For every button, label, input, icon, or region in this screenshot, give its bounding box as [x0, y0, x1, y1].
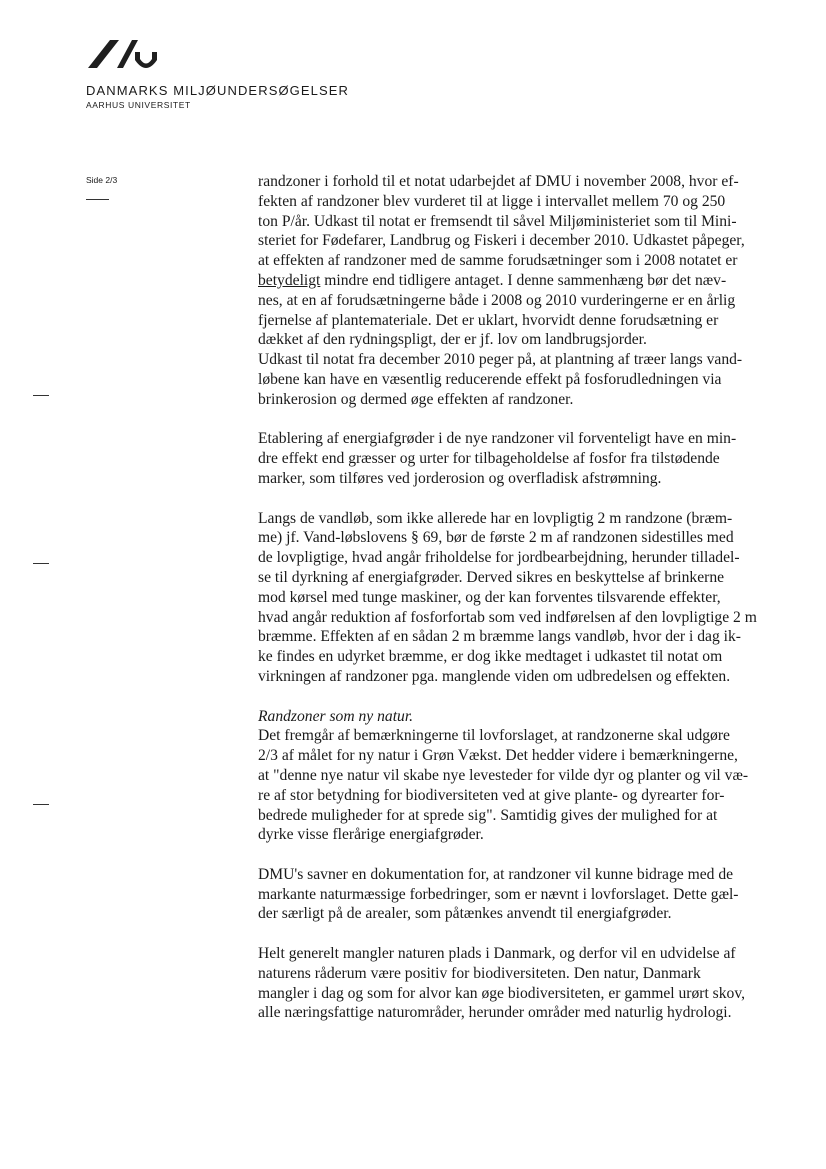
margin-mark: [33, 563, 49, 564]
text-line: nes, at en af forudsætningerne både i 2008 og 2010 vurderingerne er en årlig: [258, 291, 736, 309]
margin-mark: [33, 804, 49, 805]
text-line: randzoner i forhold til et notat udarbejdet af DMU i november 2008, hvor ef-: [258, 173, 739, 190]
text-line: brinkerosion og dermed øge effekten af randzoner.: [258, 390, 574, 408]
text-line: ton P/år. Udkast til notat er fremsendt til såvel Miljøministeriet som til Mini-: [258, 212, 737, 230]
text-line: at effekten af randzoner med de samme forudsætninger som i 2008 notatet er: [258, 252, 738, 270]
text-line: Langs de vandløb, som ikke allerede har en lovpligtig 2 m randzone (bræm-: [258, 509, 733, 527]
paragraph: [258, 707, 768, 846]
text-line: dyrke visse flerårige energiafgrøder.: [258, 826, 484, 844]
text-line: marker, som tilføres ved jorderosion og overfladisk afstrømning.: [258, 469, 662, 487]
paragraph: [258, 172, 768, 410]
text-line: bræmme. Effekten af en sådan 2 m bræmme langs vandløb, hvor der i dag ik-: [258, 628, 741, 646]
page-number: Side 2/3: [86, 175, 118, 185]
text-line: dre effekt end græsser og urter for tilbageholdelse af fosfor fra tilstødende: [258, 450, 720, 468]
text-line: Udkast til notat fra december 2010 peger på, at plantning af træer langs vand-: [258, 351, 743, 369]
text-line: Helt generelt mangler naturen plads i Danmark, og derfor vil en udvidelse af: [258, 945, 736, 963]
text-line: DMU's savner en dokumentation for, at randzoner vil kunne bidrage med de: [258, 865, 734, 883]
section-heading: Randzoner som ny natur.: [258, 707, 414, 725]
paragraph: [258, 429, 768, 488]
text-line: se til dyrkning af energiafgrøder. Derved sikres en beskyttelse af brinkerne: [258, 568, 725, 586]
org-name: DANMARKS MILJØUNDERSØGELSER: [86, 83, 350, 98]
text-line: 2/3 af målet for ny natur i Grøn Vækst. Det hedder videre i bemærkningerne,: [258, 747, 738, 765]
text-line: me) jf. Vand-løbslovens § 69, bør de første 2 m af randzonen sidestilles med: [258, 529, 734, 547]
text-line: re af stor betydning for biodiversiteten ved at give plante- og dyrearter for-: [258, 786, 725, 804]
text-line: hvad angår reduktion af fosforfortab som ved indførelsen af den lovpligtige 2 m: [258, 608, 757, 626]
text-line: Det fremgår af bemærkningerne til lovforslaget, at randzonerne skal udgøre: [258, 727, 730, 745]
text-line: fekten af randzoner blev vurderet til at ligge i intervallet mellem 70 og 250: [258, 192, 726, 210]
text-line: fjernelse af plantemateriale. Det er uklart, hvorvidt denne forudsætning er: [258, 311, 719, 329]
text-line: steriet for Fødefarer, Landbrug og Fiskeri i december 2010. Udkastet påpeger,: [258, 232, 745, 250]
text-line: markante naturmæssige forbedringer, som er nævnt i lovforslaget. Dette gæl-: [258, 885, 739, 903]
text-line: de lovpligtige, hvad angår friholdelse for jordbearbejdning, herunder tilladel-: [258, 549, 740, 567]
text-line: Etablering af energiafgrøder i de nye randzoner vil forventeligt have en min-: [258, 430, 737, 448]
document-body: [258, 172, 768, 1043]
paragraph: [258, 944, 768, 1023]
page-number-rule: [86, 199, 109, 200]
paragraph: [258, 509, 768, 687]
text-line: dækket af den rydningspligt, der er jf. lov om landbrugsjorder.: [258, 331, 647, 349]
text-line: løbene kan have en væsentlig reducerende effekt på fosforudledningen via: [258, 370, 722, 388]
org-subtitle: AARHUS UNIVERSITET: [86, 100, 191, 110]
text-line: bedrede muligheder for at sprede sig". Samtidig gives der mulighed for at: [258, 806, 718, 824]
text-line: naturens råderum være positiv for biodiversiteten. Den natur, Danmark: [258, 964, 701, 982]
text-line: alle næringsfattige naturområder, herunder områder med naturlig hydrologi.: [258, 1004, 732, 1022]
au-logo-icon: [86, 36, 162, 76]
text-line: betydeligt mindre end tidligere antaget. I denne sammenhæng bør det næv-: [258, 271, 727, 289]
text-line: virkningen af randzoner pga. manglende viden om udbredelsen og effekten.: [258, 667, 731, 685]
margin-mark: [33, 395, 49, 396]
text-line: mangler i dag og som for alvor kan øge biodiversiteten, er gammel urørt skov,: [258, 984, 746, 1002]
paragraph: [258, 865, 768, 924]
text-line: ke findes en udyrket bræmme, er dog ikke medtaget i udkastet til notat om: [258, 648, 723, 666]
text-line: at "denne nye natur vil skabe nye levesteder for vilde dyr og planter og vil væ-: [258, 766, 749, 784]
text-line: mod kørsel med tunge maskiner, og der kan forventes tilsvarende effekter,: [258, 588, 721, 606]
text-line: der særligt på de arealer, som påtænkes anvendt til energiafgrøder.: [258, 905, 672, 923]
